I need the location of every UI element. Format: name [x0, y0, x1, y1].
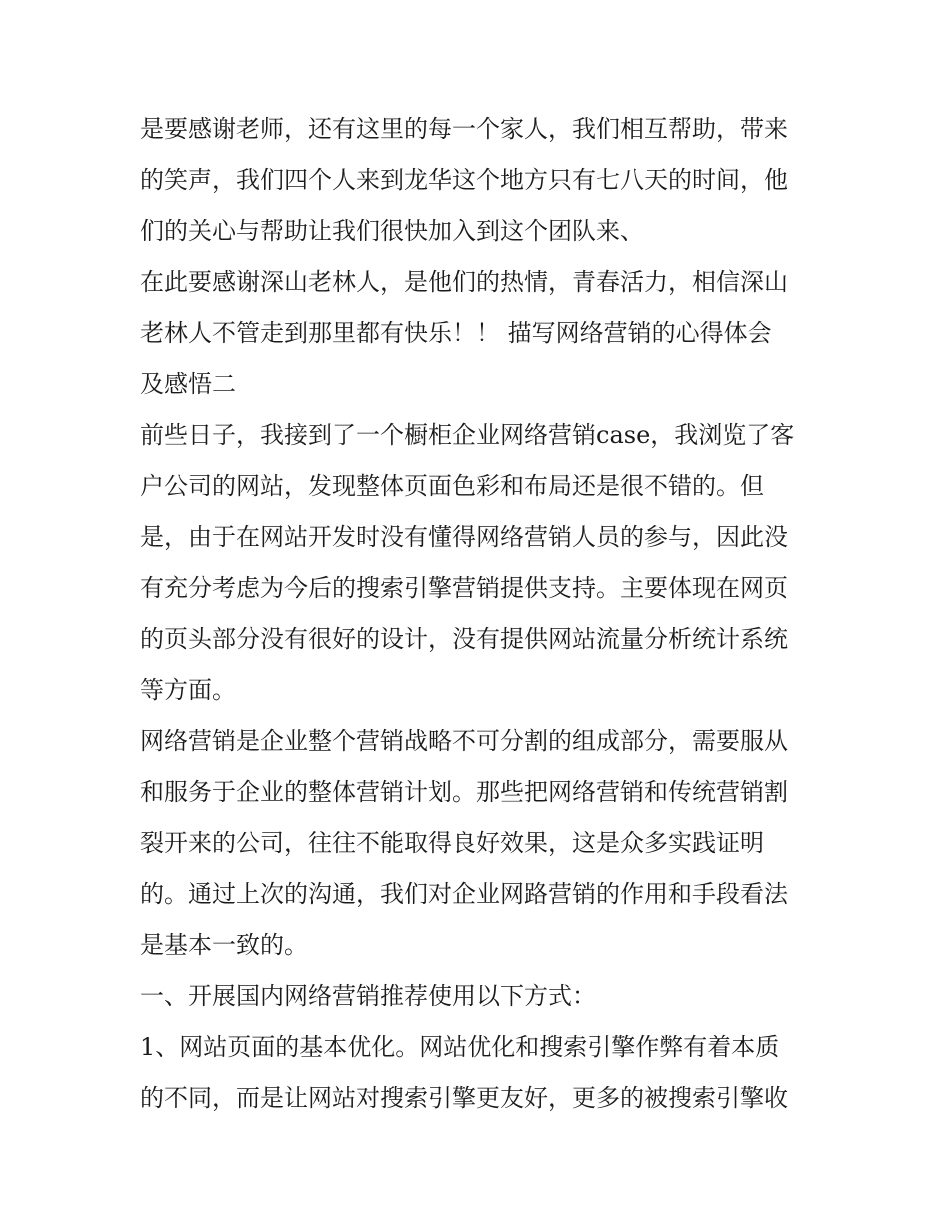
text-line: 有充分考虑为今后的搜索引擎营销提供支持。主要体现在网页	[140, 574, 788, 602]
text-line: 们的关心与帮助让我们很快加入到这个团队来、	[140, 217, 644, 245]
text-line: 的页头部分没有很好的设计，没有提供网站流量分析统计系统	[140, 625, 788, 653]
text-line: 和服务于企业的整体营销计划。那些把网络营销和传统营销割	[140, 778, 788, 806]
document-body	[140, 104, 820, 1124]
text-line: 户公司的网站，发现整体页面色彩和布局还是很不错的。但	[140, 472, 764, 500]
text-line: 是基本一致的。	[140, 931, 308, 959]
text-line: 在此要感谢深山老林人，是他们的热情，青春活力，相信深山	[140, 268, 788, 296]
text-line: 及感悟二	[140, 370, 236, 398]
text-line: 一、开展国内网络营销推荐使用以下方式：	[140, 982, 596, 1010]
text-line: 老林人不管走到那里都有快乐！！ 描写网络营销的心得体会	[140, 319, 772, 347]
text-line: 前些日子，我接到了一个橱柜企业网络营销case，我浏览了客	[140, 421, 795, 449]
text-line: 等方面。	[140, 676, 236, 704]
text-line: 裂开来的公司，往往不能取得良好效果，这是众多实践证明	[140, 829, 764, 857]
text-line: 的不同，而是让网站对搜索引擎更友好，更多的被搜索引擎收	[140, 1084, 788, 1112]
text-line: 是，由于在网站开发时没有懂得网络营销人员的参与，因此没	[140, 523, 788, 551]
text-line: 的。通过上次的沟通，我们对企业网路营销的作用和手段看法	[140, 880, 788, 908]
text-line: 是要感谢老师，还有这里的每一个家人，我们相互帮助，带来	[140, 115, 788, 143]
text-line: 1、网站页面的基本优化。网站优化和搜索引擎作弊有着本质	[140, 1033, 780, 1061]
text-line: 的笑声，我们四个人来到龙华这个地方只有七八天的时间，他	[140, 166, 788, 194]
text-line: 网络营销是企业整个营销战略不可分割的组成部分，需要服从	[140, 727, 788, 755]
